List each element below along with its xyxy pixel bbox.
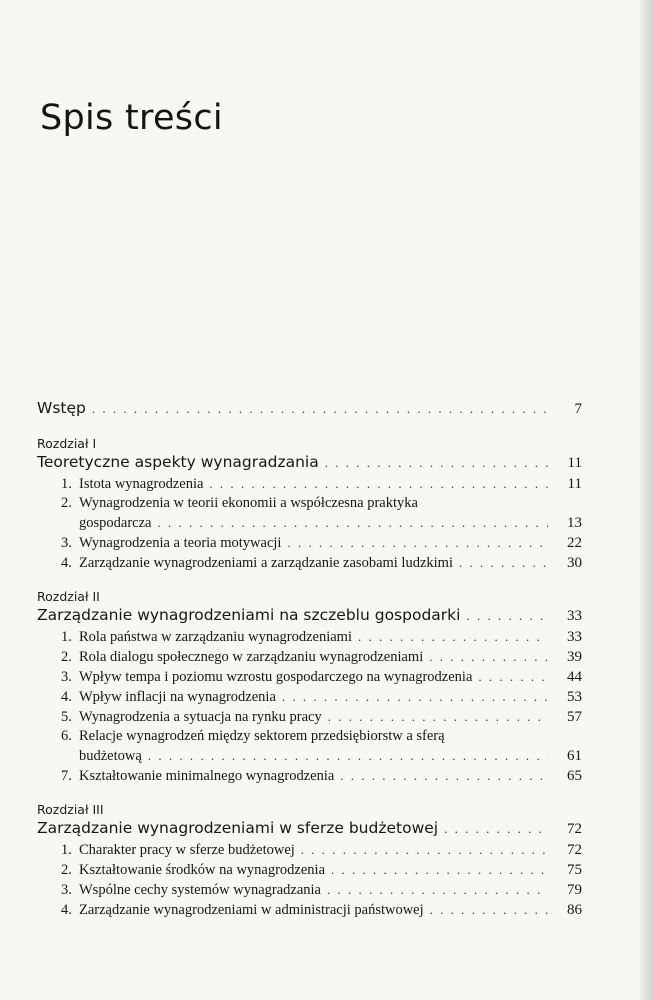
chapter-2 bbox=[37, 589, 582, 786]
item-number: 2. bbox=[61, 862, 72, 878]
item-title: Kształtowanie minimalnego wynagrodzenia bbox=[79, 768, 335, 784]
toc-item bbox=[37, 727, 582, 766]
item-page: 11 bbox=[567, 476, 582, 492]
item-number: 2. bbox=[61, 495, 72, 511]
item-page: 61 bbox=[567, 748, 582, 764]
toc-item bbox=[37, 494, 582, 533]
item-title: Rola dialogu społecznego w zarządzaniu wynagrodzeniami bbox=[79, 649, 424, 665]
item-page: 75 bbox=[567, 862, 582, 878]
dot-leader bbox=[301, 840, 548, 859]
chapter-label: Rozdział III bbox=[37, 802, 104, 817]
item-title: Wpływ tempa i poziomu wzrostu gospodarczego na wynagrodzenia bbox=[79, 669, 473, 685]
intro-label: Wstęp bbox=[37, 399, 86, 417]
item-title-continuation: budżetową bbox=[79, 748, 142, 764]
item-title: Zarządzanie wynagrodzeniami w administracji państwowej bbox=[79, 902, 424, 918]
toc-item bbox=[37, 860, 582, 880]
toc-item bbox=[37, 707, 582, 727]
chapter-3 bbox=[37, 802, 582, 920]
dot-leader bbox=[430, 900, 548, 919]
dot-leader bbox=[148, 746, 548, 765]
item-page: 57 bbox=[567, 709, 582, 725]
chapter-page: 33 bbox=[567, 608, 582, 624]
item-page: 44 bbox=[567, 669, 582, 685]
chapter-title-row bbox=[37, 605, 582, 627]
item-page: 22 bbox=[567, 535, 582, 551]
item-number: 1. bbox=[61, 476, 72, 492]
item-number: 3. bbox=[61, 882, 72, 898]
toc-item bbox=[37, 667, 582, 687]
dot-leader bbox=[466, 605, 548, 626]
dot-leader bbox=[459, 553, 548, 572]
chapter-1 bbox=[37, 436, 582, 573]
chapter-title: Zarządzanie wynagrodzeniami na szczeblu gospodarki bbox=[37, 606, 461, 624]
item-page: 30 bbox=[567, 555, 582, 571]
dot-leader bbox=[287, 533, 548, 552]
dot-leader bbox=[340, 766, 548, 785]
dot-leader bbox=[157, 513, 548, 532]
item-title: Wynagrodzenia w teorii ekonomii a współczesna praktyka bbox=[79, 495, 418, 511]
item-title: Zarządzanie wynagrodzeniami a zarządzanie zasobami ludzkimi bbox=[79, 555, 453, 571]
item-page: 79 bbox=[567, 882, 582, 898]
item-page: 33 bbox=[567, 629, 582, 645]
dot-leader bbox=[444, 818, 548, 839]
item-number: 6. bbox=[61, 728, 72, 744]
chapter-title-row bbox=[37, 818, 582, 840]
item-number: 3. bbox=[61, 535, 72, 551]
dot-leader bbox=[209, 474, 548, 493]
toc-item bbox=[37, 766, 582, 786]
item-title: Rola państwa w zarządzaniu wynagrodzeniami bbox=[79, 629, 352, 645]
toc-item bbox=[37, 840, 582, 860]
item-page: 39 bbox=[567, 649, 582, 665]
item-page: 53 bbox=[567, 689, 582, 705]
item-number: 1. bbox=[61, 842, 72, 858]
item-number: 4. bbox=[61, 555, 72, 571]
item-title: Wynagrodzenia a teoria motywacji bbox=[79, 535, 282, 551]
toc-item bbox=[37, 474, 582, 494]
chapter-title-row bbox=[37, 452, 582, 474]
item-number: 1. bbox=[61, 629, 72, 645]
page-edge-shadow bbox=[640, 0, 654, 1000]
dot-leader bbox=[429, 647, 548, 666]
item-number: 4. bbox=[61, 902, 72, 918]
toc-item bbox=[37, 647, 582, 667]
item-title: Charakter pracy w sferze budżetowej bbox=[79, 842, 295, 858]
chapter-page: 11 bbox=[567, 455, 582, 471]
item-title: Wynagrodzenia a sytuacja na rynku pracy bbox=[79, 709, 322, 725]
chapter-page: 72 bbox=[567, 821, 582, 837]
item-page: 86 bbox=[567, 902, 582, 918]
toc-item bbox=[37, 553, 582, 573]
dot-leader bbox=[92, 398, 548, 419]
item-page: 65 bbox=[567, 768, 582, 784]
item-title: Istota wynagrodzenia bbox=[79, 476, 204, 492]
dot-leader bbox=[478, 667, 548, 686]
page-title: Spis treści bbox=[40, 98, 223, 138]
item-number: 3. bbox=[61, 669, 72, 685]
toc-item bbox=[37, 880, 582, 900]
intro-page: 7 bbox=[574, 401, 582, 417]
toc-item bbox=[37, 533, 582, 553]
item-page: 13 bbox=[567, 515, 582, 531]
toc-item bbox=[37, 687, 582, 707]
chapter-title: Zarządzanie wynagrodzeniami w sferze budżetowej bbox=[37, 819, 439, 837]
toc-entry-intro bbox=[37, 398, 582, 420]
item-title: Wpływ inflacji na wynagrodzenia bbox=[79, 689, 276, 705]
toc-item bbox=[37, 627, 582, 647]
toc-item bbox=[37, 900, 582, 920]
item-number: 5. bbox=[61, 709, 72, 725]
item-title: Kształtowanie środków na wynagrodzenia bbox=[79, 862, 326, 878]
item-page: 72 bbox=[567, 842, 582, 858]
dot-leader bbox=[282, 687, 548, 706]
item-number: 2. bbox=[61, 649, 72, 665]
dot-leader bbox=[358, 627, 548, 646]
dot-leader bbox=[327, 880, 548, 899]
table-of-contents bbox=[37, 398, 582, 920]
chapter-title: Teoretyczne aspekty wynagradzania bbox=[37, 453, 319, 471]
dot-leader bbox=[328, 707, 548, 726]
dot-leader bbox=[325, 452, 548, 473]
chapter-label: Rozdział I bbox=[37, 436, 97, 451]
item-number: 7. bbox=[61, 768, 72, 784]
dot-leader bbox=[331, 860, 548, 879]
item-title: Relacje wynagrodzeń między sektorem przedsiębiorstw a sferą bbox=[79, 728, 445, 744]
item-title-continuation: gospodarcza bbox=[79, 515, 152, 531]
chapter-label: Rozdział II bbox=[37, 589, 100, 604]
item-title: Wspólne cechy systemów wynagradzania bbox=[79, 882, 321, 898]
item-number: 4. bbox=[61, 689, 72, 705]
